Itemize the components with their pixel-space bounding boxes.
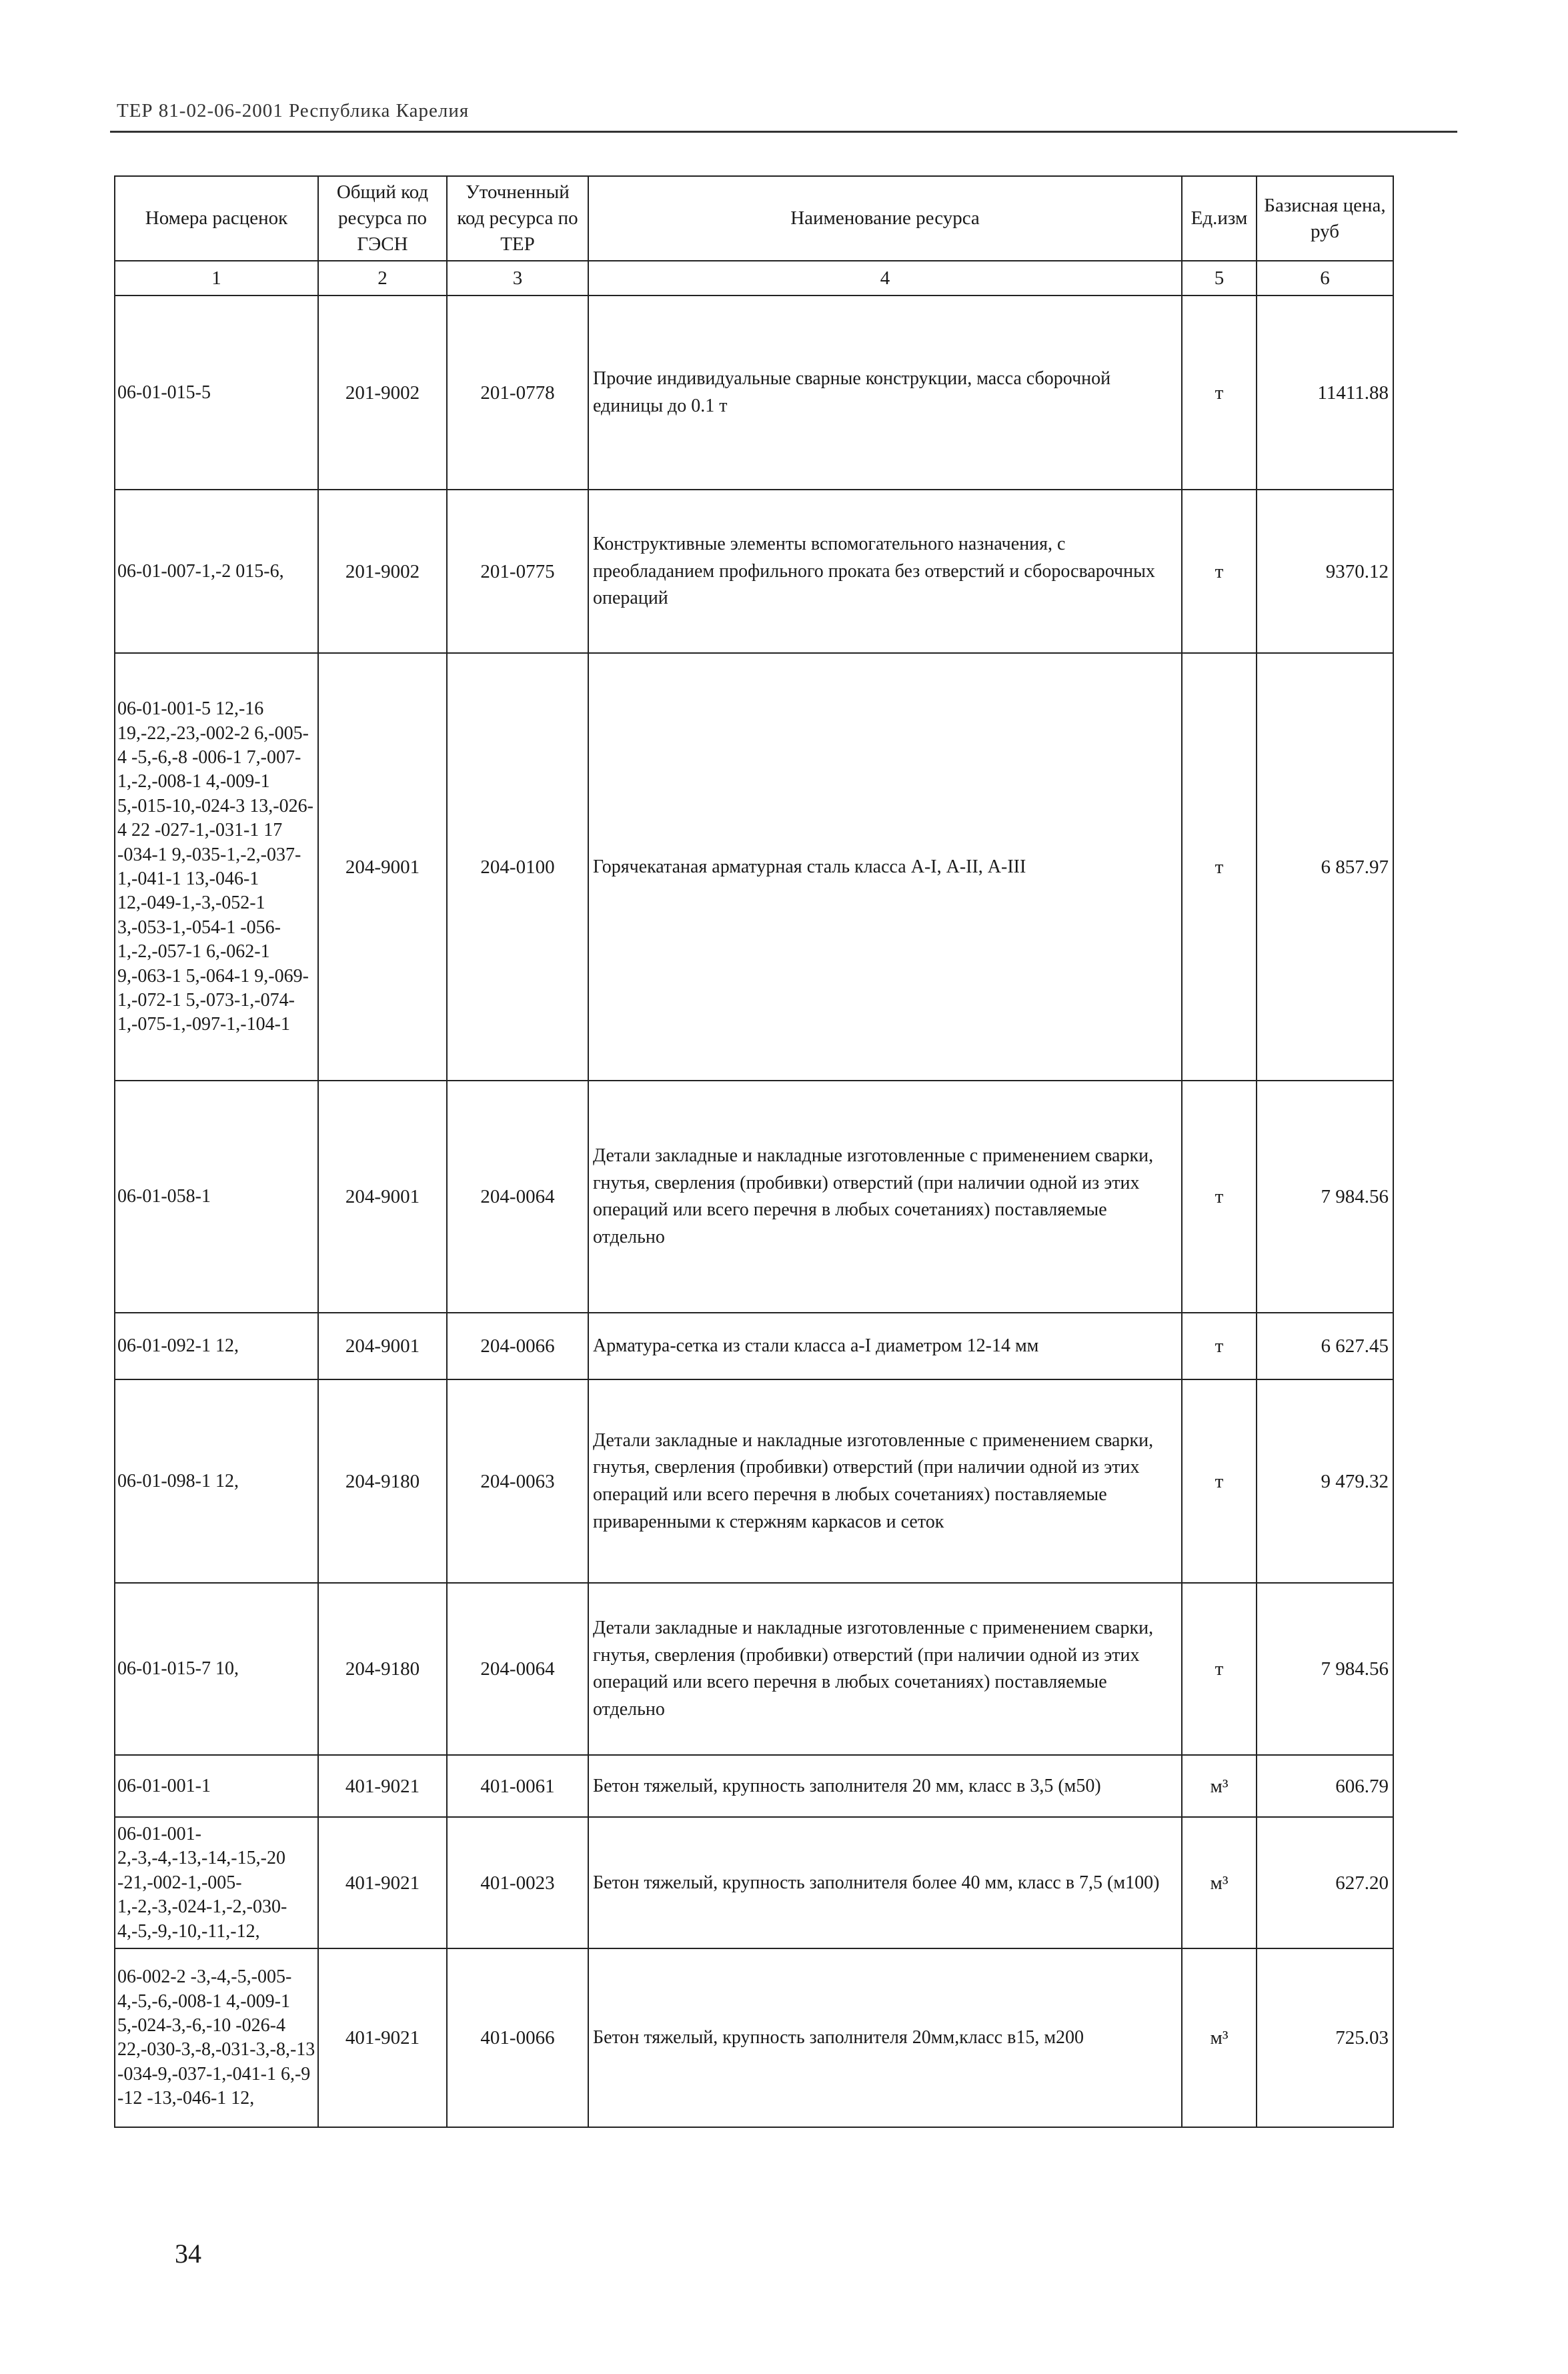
row-unit: м³ — [1182, 1817, 1257, 1948]
row-gesn-code: 204-9001 — [318, 653, 447, 1081]
row-resource-name: Детали закладные и накладные изготовленные с применением сварки, гнутья, сверления (пробивки) отверстий (при наличии одной из этих операций или всего перечня в любых сочетаниях) поставляемые приваренными к стержням каркасов и сеток — [588, 1379, 1182, 1583]
row-gesn-code: 201-9002 — [318, 295, 447, 490]
row-resource-name: Горячекатаная арматурная сталь класса А-I, А-II, А-III — [588, 653, 1182, 1081]
row-codes: 06-01-001-2,-3,-4,-13,-14,-15,-20 -21,-002-1,-005-1,-2,-3,-024-1,-2,-030-4,-5,-9,-10,-11,-12, — [115, 1817, 318, 1948]
column-number: 1 — [115, 261, 318, 295]
row-price: 6 857.97 — [1257, 653, 1393, 1081]
row-codes: 06-01-001-1 — [115, 1755, 318, 1817]
row-unit: т — [1182, 1313, 1257, 1379]
column-number: 3 — [447, 261, 588, 295]
row-resource-name: Детали закладные и накладные изготовленные с применением сварки, гнутья, сверления (пробивки) отверстий (при наличии одной из этих операций или всего перечня в любых сочетаниях) поставляемые отдельно — [588, 1081, 1182, 1313]
row-codes: 06-01-092-1 12, — [115, 1313, 318, 1379]
resource-table — [114, 175, 1394, 2128]
row-resource-name: Конструктивные элементы вспомогательного назначения, с преобладанием профильного проката без отверстий и сборосварочных операций — [588, 490, 1182, 653]
row-codes: 06-01-001-5 12,-16 19,-22,-23,-002-2 6,-005-4 -5,-6,-8 -006-1 7,-007-1,-2,-008-1 4,-009-1 5,-015-10,-024-3 13,-026-4 22 -027-1,-031-1 17 -034-1 9,-035-1,-2,-037-1,-041-1 13,-046-1 12,-049-1,-3,-052-1 3,-053-1,-054-1 -056-1,-2,-057-1 6,-062-1 9,-063-1 5,-064-1 9,-069-1,-072-1 5,-073-1,-074-1,-075-1,-097-1,-104-1 — [115, 653, 318, 1081]
row-unit: т — [1182, 1583, 1257, 1755]
row-gesn-code: 204-9180 — [318, 1583, 447, 1755]
table-row — [115, 1379, 1393, 1583]
column-number: 4 — [588, 261, 1182, 295]
row-ter-code: 201-0775 — [447, 490, 588, 653]
column-number: 5 — [1182, 261, 1257, 295]
row-resource-name: Бетон тяжелый, крупность заполнителя 20 мм, класс в 3,5 (м50) — [588, 1755, 1182, 1817]
row-price: 7 984.56 — [1257, 1081, 1393, 1313]
header-resource-name: Наименование ресурса — [588, 176, 1182, 261]
row-codes: 06-01-015-5 — [115, 295, 318, 490]
table-row — [115, 1081, 1393, 1313]
row-resource-name: Бетон тяжелый, крупность заполнителя более 40 мм, класс в 7,5 (м100) — [588, 1817, 1182, 1948]
header-unit: Ед.изм — [1182, 176, 1257, 261]
header-ter-code: Уточненный код ресурса по ТЕР — [447, 176, 588, 261]
row-ter-code: 204-0066 — [447, 1313, 588, 1379]
header-codes: Номера расценок — [115, 176, 318, 261]
row-gesn-code: 204-9001 — [318, 1313, 447, 1379]
column-number: 2 — [318, 261, 447, 295]
table-row — [115, 490, 1393, 653]
row-unit: т — [1182, 490, 1257, 653]
row-price: 9 479.32 — [1257, 1379, 1393, 1583]
row-resource-name: Арматура-сетка из стали класса а-I диаметром 12-14 мм — [588, 1313, 1182, 1379]
row-unit: м³ — [1182, 1755, 1257, 1817]
row-codes: 06-01-015-7 10, — [115, 1583, 318, 1755]
column-number-row — [115, 261, 1393, 295]
row-codes: 06-01-058-1 — [115, 1081, 318, 1313]
table-row — [115, 1313, 1393, 1379]
row-gesn-code: 204-9001 — [318, 1081, 447, 1313]
row-unit: т — [1182, 1379, 1257, 1583]
column-number: 6 — [1257, 261, 1393, 295]
table-row — [115, 1948, 1393, 2127]
row-gesn-code: 201-9002 — [318, 490, 447, 653]
row-ter-code: 204-0100 — [447, 653, 588, 1081]
page-number: 34 — [175, 2239, 201, 2269]
table-row — [115, 1755, 1393, 1817]
table-row — [115, 295, 1393, 490]
row-codes: 06-01-007-1,-2 015-6, — [115, 490, 318, 653]
header-base-price: Базисная цена, руб — [1257, 176, 1393, 261]
row-ter-code: 401-0023 — [447, 1817, 588, 1948]
row-unit: т — [1182, 295, 1257, 490]
header-gesn-code: Общий код ресурса по ГЭСН — [318, 176, 447, 261]
row-gesn-code: 401-9021 — [318, 1755, 447, 1817]
row-gesn-code: 401-9021 — [318, 1817, 447, 1948]
row-resource-name: Прочие индивидуальные сварные конструкции, масса сборочной единицы до 0.1 т — [588, 295, 1182, 490]
row-resource-name: Детали закладные и накладные изготовленные с применением сварки, гнутья, сверления (пробивки) отверстий (при наличии одной из этих операций или всего перечня в любых сочетаниях) поставляемые отдельно — [588, 1583, 1182, 1755]
row-gesn-code: 204-9180 — [318, 1379, 447, 1583]
row-gesn-code: 401-9021 — [318, 1948, 447, 2127]
table-row — [115, 1817, 1393, 1948]
row-unit: т — [1182, 1081, 1257, 1313]
row-resource-name: Бетон тяжелый, крупность заполнителя 20мм,класс в15, м200 — [588, 1948, 1182, 2127]
row-price: 9370.12 — [1257, 490, 1393, 653]
row-ter-code: 204-0064 — [447, 1081, 588, 1313]
row-price: 11411.88 — [1257, 295, 1393, 490]
header-rule — [110, 131, 1457, 133]
table-header-row — [115, 176, 1393, 261]
running-header: ТЕР 81-02-06-2001 Республика Карелия — [117, 100, 470, 121]
row-price: 7 984.56 — [1257, 1583, 1393, 1755]
row-ter-code: 401-0061 — [447, 1755, 588, 1817]
row-ter-code: 201-0778 — [447, 295, 588, 490]
row-ter-code: 204-0063 — [447, 1379, 588, 1583]
row-price: 6 627.45 — [1257, 1313, 1393, 1379]
row-price: 627.20 — [1257, 1817, 1393, 1948]
row-codes: 06-002-2 -3,-4,-5,-005-4,-5,-6,-008-1 4,-009-1 5,-024-3,-6,-10 -026-4 22,-030-3,-8,-031-3,-8,-13 -034-9,-037-1,-041-1 6,-9 -12 -13,-046-1 12, — [115, 1948, 318, 2127]
table-row — [115, 1583, 1393, 1755]
row-codes: 06-01-098-1 12, — [115, 1379, 318, 1583]
table-row — [115, 653, 1393, 1081]
row-unit: м³ — [1182, 1948, 1257, 2127]
row-unit: т — [1182, 653, 1257, 1081]
row-price: 606.79 — [1257, 1755, 1393, 1817]
row-ter-code: 204-0064 — [447, 1583, 588, 1755]
row-price: 725.03 — [1257, 1948, 1393, 2127]
row-ter-code: 401-0066 — [447, 1948, 588, 2127]
